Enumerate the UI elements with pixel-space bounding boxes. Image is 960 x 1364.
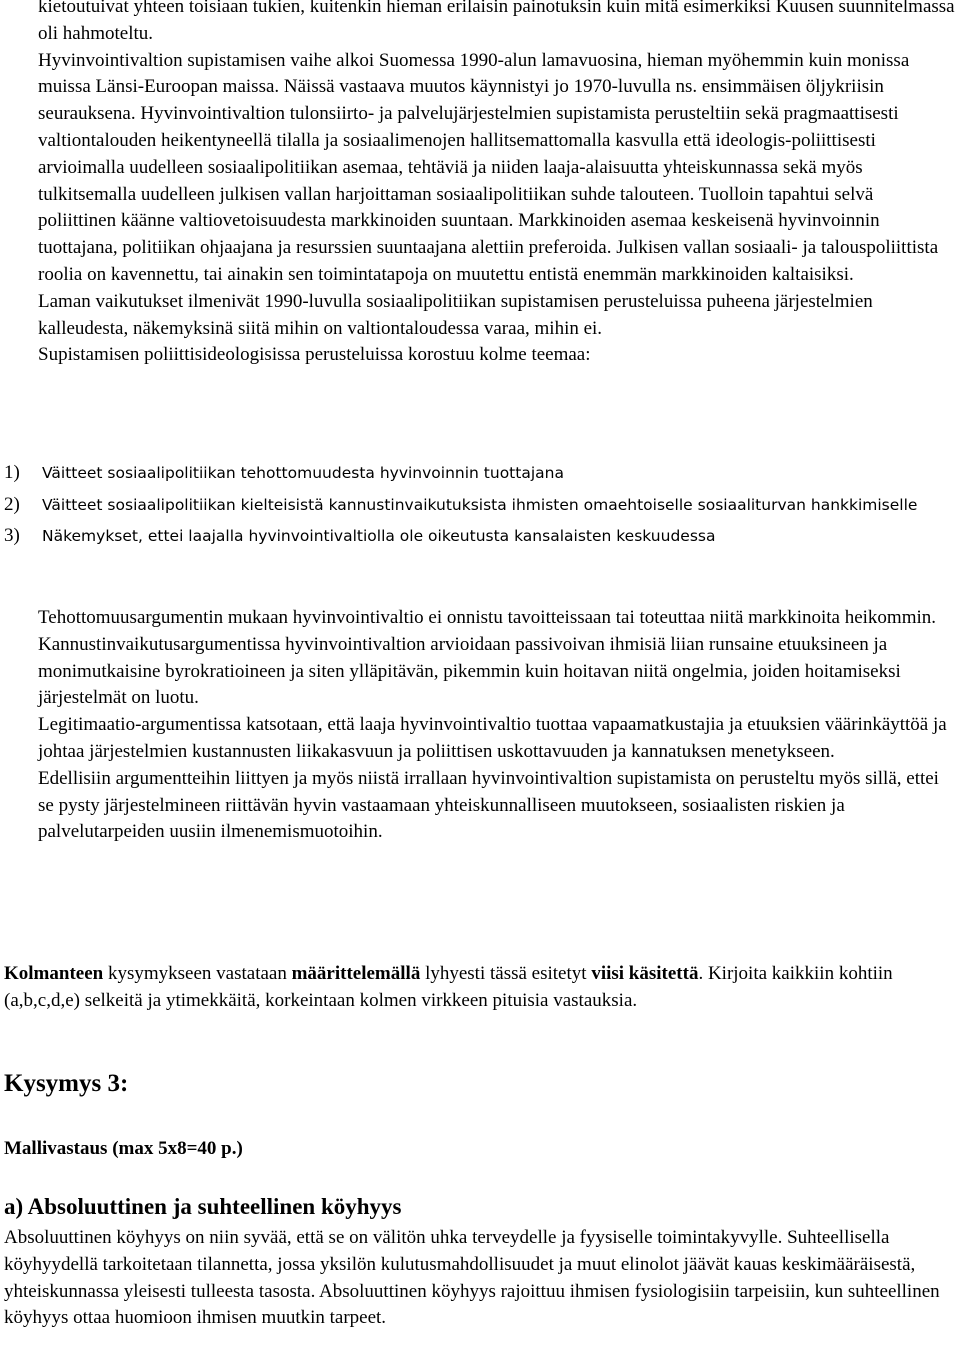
paragraph-social-change-argument: Edellisiin argumentteihin liittyen ja myös niistä irrallaan hyvinvointivaltion supistamista on perusteltu myös sillä, ettei se pysty järjestelmineen riittävän hyvin vastaamaan yhteiskunnalliseen muutokseen, sosiaalisten riskien ja palvelutarpeiden uusiin ilmenemismuotoihin.: [38, 767, 939, 843]
list-item-text: Väitteet sosiaalipolitiikan kielteisistä kannustinvaikutuksista ihmisten omaehtoiselle sosiaaliturvan hankkimiselle: [42, 496, 918, 514]
list-item-number: 2): [4, 494, 20, 515]
instruction-text-1: kysymykseen vastataan: [103, 963, 292, 984]
arguments-block: [0, 605, 960, 846]
list-item: [4, 458, 954, 488]
paragraph-reduction-reasons: Hyvinvointivaltion tulonsiirto- ja palvelujärjestelmien supistamista perusteltiin sekä pragmaattisesti valtiontalouden heikentyneellä tilalla ja sosiaalimenojen hallitsemattomalla kasvulla että ideologis-poliittisesti arvioimalla uudelleen sosiaalipolitiikan asemaa, tehtäviä ja niiden laaja-alaisuutta yhteiskunnassa sekä myös tulkitsemalla uudelleen julkisen vallan harjoittaman sosiaalipolitiikan suhde talouteen. Tuolloin tapahtui selvä poliittinen käänne valtiovetoisuudesta markkinoiden suuntaan. Markkinoiden asemaa keskeisenä hyvinvoinnin tuottajana, politiikan ohjaajana ja resurssien suuntaajana alettiin preferoida. Julkisen vallan sosiaali- ja talouspoliittista roolia on kavennettu, tai ainakin sen toimintatapoja on muutettu entistä enemmän markkinoiden kaltaisiksi.: [38, 103, 939, 285]
themes-list: [4, 458, 954, 551]
section-a-title: a) Absoluuttinen ja suhteellinen köyhyys: [4, 1194, 402, 1219]
list-item-text: Näkemykset, ettei laajalla hyvinvointivaltiolla ole oikeutusta kansalaisten keskuudessa: [42, 526, 716, 545]
paragraph-reduction-start: [38, 48, 956, 289]
list-item-text: Väitteet sosiaalipolitiikan tehottomuudesta hyvinvoinnin tuottajana: [42, 464, 564, 482]
paragraph-efficiency-argument: Tehottomuusargumentin mukaan hyvinvointivaltio ei onnistu tavoitteissaan tai toteuttaa niitä markkinoita heikommin. Kannustinvaikutusargumentissa hyvinvointivaltion arvioidaan passivoivan ihmisiä liian runsaine etuuksineen ja monimutkaisine byrokratioineen ja siten ylläpitävän, pikemmin kuin hoitavan niitä ongelmia, joiden hoitamiseksi järjestelmät on luotu.: [38, 607, 937, 709]
instruction-text-2: lyhyesti tässä esitetyt: [420, 963, 592, 984]
paragraph-recession-effects: Laman vaikutukset ilmenivät 1990-luvulla sosiaalipolitiikan supistamisen perusteluissa puheena järjestelmien kalleudesta, näkemyksinä siitä mihin on valtiontaloudessa varaa, mihin ei.: [38, 290, 873, 339]
section-a-block: [0, 1225, 960, 1332]
instruction-bold-2: määrittelemällä: [291, 963, 421, 984]
list-item: [4, 490, 954, 521]
instruction-text-3: . Kirjoita kaikkiin kohtiin (a,b,c,d,e) selkeitä ja ytimekkäitä, korkeintaan kolmen virkkeen pituisia vastauksia.: [4, 963, 893, 1011]
paragraph-reduction-start-text: Hyvinvointivaltion supistamisen vaihe alkoi Suomessa 1990-alun lamavuosina, hieman myöhemmin kuin monissa muissa Länsi-Euroopan maissa. Näissä vastaava muutos käynnistyi jo 1970-luvulla ns. ensimmäisen öljykriisin seurauksena.: [38, 49, 910, 125]
question-title: Kysymys 3:: [4, 1070, 129, 1097]
paragraph-legitimation-argument: Legitimaatio-argumentissa katsotaan, että laaja hyvinvointivaltio tuottaa vapaamatkustajia ja etuuksien väärinkäyttöä ja johtaa järjestelmien kustannusten liikakasvuun ja poliittisen uskottavuuden ja kannatuksen menetykseen.: [38, 714, 947, 762]
section-a-text: Absoluuttinen köyhyys on niin syvää, että se on välitön uhka terveydelle ja fyysiselle toimintakyvylle. Suhteellisella köyhyydellä tarkoitetaan tilannetta, jossa yksilön kulutusmahdollisuudet ja muut elinolot jäävät kauas keskimääräisestä, yhteiskunnassa yleisesti tulleesta tasosta. Absoluuttinen köyhyys rajoittuu ihmisen fysiologisiin tarpeisiin, kun suhteellinen köyhyys ottaa huomioon ihmisen muutkin tarpeet.: [4, 1227, 940, 1329]
list-item-number: 1): [4, 462, 20, 483]
instruction-bold-1: Kolmanteen: [4, 963, 104, 984]
list-item: [4, 521, 954, 552]
paragraph-opening: kietoutuivat yhteen toisiaan tukien, kuitenkin hieman erilaisin painotuksin kuin mitä esimerkiksi Kuusen suunnitelmassa oli hahmoteltu.: [38, 0, 955, 44]
intro-block: [0, 0, 960, 369]
instruction-paragraph: [4, 961, 956, 1015]
instruction-bold-3: viisi käsitettä: [591, 963, 699, 984]
instruction-block: [0, 961, 960, 1015]
question-subtitle: Mallivastaus (max 5x8=40 p.): [4, 1138, 243, 1159]
list-item-number: 3): [4, 524, 20, 546]
paragraph-themes-intro: Supistamisen poliittisideologisissa perusteluissa korostuu kolme teemaa:: [38, 344, 591, 366]
